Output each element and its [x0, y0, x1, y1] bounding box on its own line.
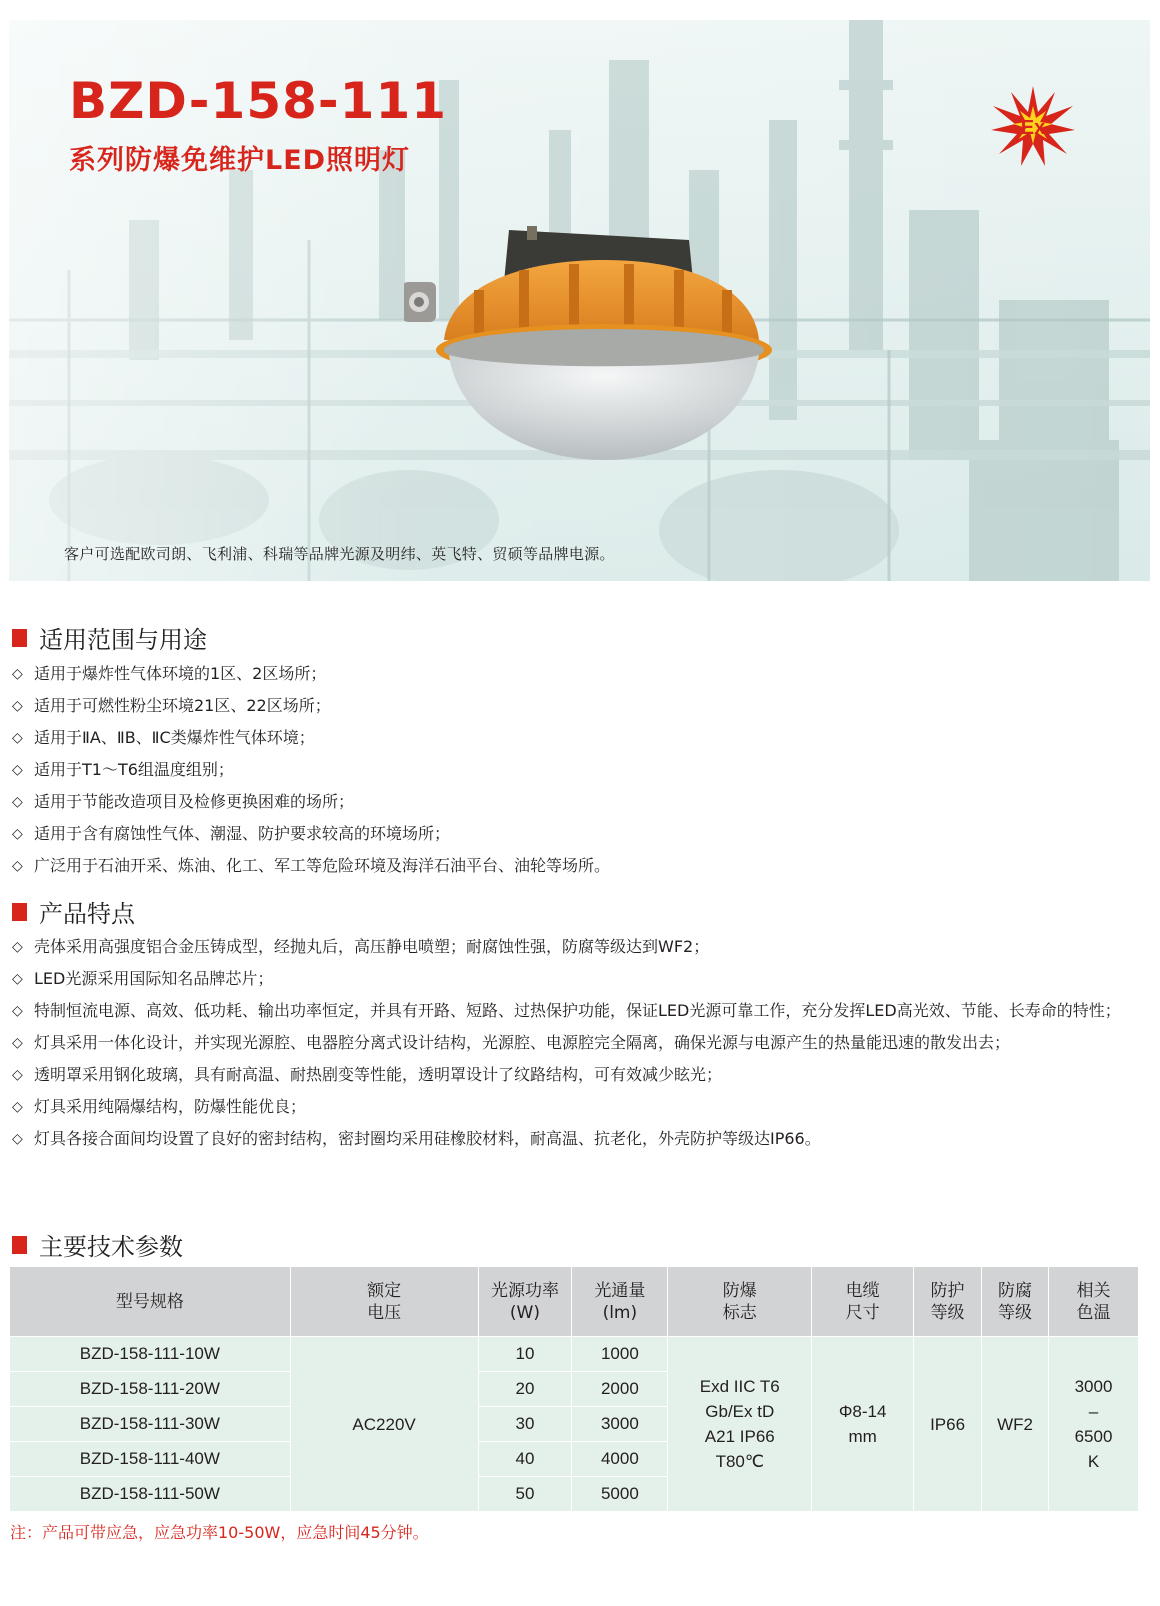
section-title-features: [12, 894, 135, 929]
cell-power: 10: [478, 1337, 572, 1372]
list-item: ◇ 适用于可燃性粉尘环境21区、22区场所；: [10, 690, 1140, 722]
section-title-scope: [12, 620, 207, 655]
spec-table: [9, 1266, 1139, 1512]
cell-flux: 4000: [572, 1442, 668, 1477]
list-item: ◇ 灯具各接合面间均设置了良好的密封结构，密封圈均采用硅橡胶材料，耐高温、抗老化，外壳防护等级达IP66。: [10, 1123, 1140, 1155]
cell-cable: Φ8-14 mm: [812, 1337, 914, 1512]
list-item: ◇ 灯具采用纯隔爆结构，防爆性能优良；: [10, 1091, 1140, 1123]
section-marker: [12, 1236, 27, 1254]
header-model: 型号规格: [10, 1267, 291, 1337]
diamond-bullet-icon: ◇: [12, 858, 23, 874]
hero-banner: [9, 20, 1150, 581]
cell-flux: 3000: [572, 1407, 668, 1442]
list-item: ◇ 适用于节能改造项目及检修更换困难的场所；: [10, 786, 1140, 818]
cell-voltage: AC220V: [290, 1337, 478, 1512]
diamond-bullet-icon: ◇: [12, 666, 23, 682]
diamond-bullet-icon: ◇: [12, 794, 23, 810]
list-item: ◇ 透明罩采用钢化玻璃，具有耐高温、耐热剧变等性能，透明罩设计了纹路结构，可有效减少眩光；: [10, 1059, 1140, 1091]
cell-flux: 5000: [572, 1477, 668, 1512]
header-flux: 光通量 (lm): [572, 1267, 668, 1337]
list-item: ◇ 适用于T1～T6组温度组别；: [10, 754, 1140, 786]
diamond-bullet-icon: ◇: [12, 1003, 23, 1019]
header-cct: 相关 色温: [1049, 1267, 1139, 1337]
diamond-bullet-icon: ◇: [12, 1099, 23, 1115]
diamond-bullet-icon: ◇: [12, 1035, 23, 1051]
diamond-bullet-icon: ◇: [12, 730, 23, 746]
cell-power: 40: [478, 1442, 572, 1477]
cell-model: BZD-158-111-10W: [10, 1337, 291, 1372]
cell-flux: 1000: [572, 1337, 668, 1372]
header-ip: 防护 等级: [914, 1267, 982, 1337]
features-list: [10, 931, 1140, 1155]
led-lamp-image: [404, 220, 809, 480]
diamond-bullet-icon: ◇: [12, 1067, 23, 1083]
list-item: ◇ LED光源采用国际知名品牌芯片；: [10, 963, 1140, 995]
header-power: 光源功率 (W): [478, 1267, 572, 1337]
cell-ip: IP66: [914, 1337, 982, 1512]
section-title-scope-label: 适用范围与用途: [39, 626, 207, 654]
emergency-note: 注：产品可带应急，应急功率10-50W，应急时间45分钟。: [10, 1523, 429, 1542]
cell-model: BZD-158-111-30W: [10, 1407, 291, 1442]
diamond-bullet-icon: ◇: [12, 971, 23, 987]
header-voltage: 额定 电压: [290, 1267, 478, 1337]
list-item: ◇ 适用于ⅡA、ⅡB、ⅡC类爆炸性气体环境；: [10, 722, 1140, 754]
cell-cct: 3000 – 6500 K: [1049, 1337, 1139, 1512]
product-title: BZD-158-111: [69, 72, 448, 130]
diamond-bullet-icon: ◇: [12, 826, 23, 842]
list-item: ◇ 适用于爆炸性气体环境的1区、2区场所；: [10, 658, 1140, 690]
cell-wf: WF2: [982, 1337, 1049, 1512]
table-row: [10, 1337, 1139, 1372]
list-item: ◇ 壳体采用高强度铝合金压铸成型，经抛丸后，高压静电喷塑；耐腐蚀性强，防腐等级达到WF2；: [10, 931, 1140, 963]
diamond-bullet-icon: ◇: [12, 1131, 23, 1147]
section-marker: [12, 629, 27, 647]
scope-list: [10, 658, 1140, 882]
section-marker: [12, 903, 27, 921]
section-title-specs-label: 主要技术参数: [39, 1233, 183, 1261]
header-cable: 电缆 尺寸: [812, 1267, 914, 1337]
list-item: ◇ 特制恒流电源、高效、低功耗、输出功率恒定，并具有开路、短路、过热保护功能，保证LED光源可靠工作，充分发挥LED高光效、节能、长寿命的特性；: [10, 995, 1140, 1027]
list-item: ◇ 广泛用于石油开采、炼油、化工、军工等危险环境及海洋石油平台、油轮等场所。: [10, 850, 1140, 882]
cell-power: 20: [478, 1372, 572, 1407]
list-item: ◇ 灯具采用一体化设计，并实现光源腔、电器腔分离式设计结构，光源腔、电源腔完全隔离，确保光源与电源产生的热量能迅速的散发出去；: [10, 1027, 1140, 1059]
cell-power: 50: [478, 1477, 572, 1512]
cell-model: BZD-158-111-50W: [10, 1477, 291, 1512]
ex-mark-text: Ex: [1020, 117, 1046, 139]
diamond-bullet-icon: ◇: [12, 939, 23, 955]
header-ex-mark: 防爆 标志: [668, 1267, 812, 1337]
cell-flux: 2000: [572, 1372, 668, 1407]
cell-model: BZD-158-111-20W: [10, 1372, 291, 1407]
header-wf: 防腐 等级: [982, 1267, 1049, 1337]
diamond-bullet-icon: ◇: [12, 762, 23, 778]
cell-ex-mark: Exd IIC T6 Gb/Ex tD A21 IP66 T80℃: [668, 1337, 812, 1512]
list-item: ◇ 适用于含有腐蚀性气体、潮湿、防护要求较高的环境场所；: [10, 818, 1140, 850]
hero-caption: 客户可选配欧司朗、飞利浦、科瑞等品牌光源及明纬、英飞特、贸硕等品牌电源。: [64, 545, 615, 563]
diamond-bullet-icon: ◇: [12, 698, 23, 714]
product-subtitle: 系列防爆免维护LED照明灯: [69, 145, 411, 176]
ex-explosion-proof-icon: [991, 84, 1075, 168]
section-title-specs: [12, 1227, 183, 1262]
section-title-features-label: 产品特点: [39, 900, 135, 928]
table-header-row: [10, 1267, 1139, 1337]
cell-model: BZD-158-111-40W: [10, 1442, 291, 1477]
cell-power: 30: [478, 1407, 572, 1442]
